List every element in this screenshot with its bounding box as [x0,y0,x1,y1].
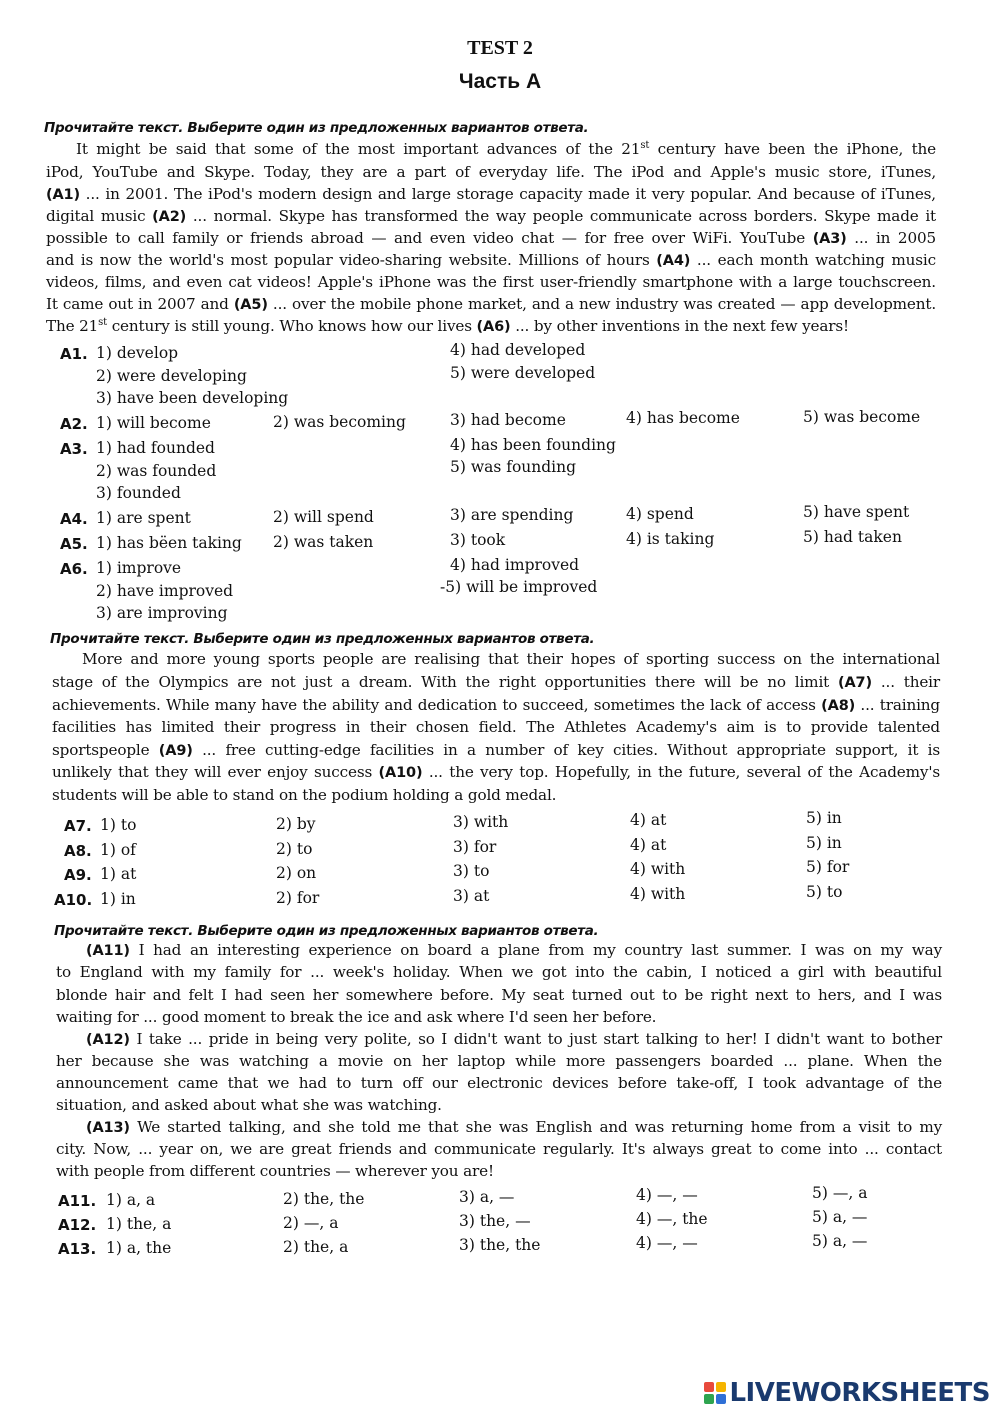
question-a7-label: A7. [64,817,92,835]
answer-option[interactable]: 4) had developed [450,341,586,359]
answer-option[interactable]: 1) improve [96,559,182,577]
answer-option[interactable]: 1) develop [96,344,179,362]
question-a9-label: A9. [64,866,92,884]
answer-option[interactable]: 4) is taking [626,530,715,548]
text3-line-3: blonde hair and felt I had seen her somewhere before. My seat turned out to be right next to hers, and I was [56,986,942,1004]
text3-line-11: with people from different countries — wherever you are! [56,1162,494,1180]
answer-option[interactable]: 1) has bëen taking [96,534,242,552]
answer-option[interactable]: 3) took [450,531,506,549]
gap-a10: (A10) [378,765,423,781]
answer-option[interactable]: 4) has been founding [450,436,616,454]
answer-option[interactable]: 4) with [630,860,686,878]
answer-option[interactable]: 1) are spent [96,509,191,527]
text1-line-6: and is now the world's most popular video-sharing website. Millions of hours (A4) ... each month watching music [46,251,936,269]
text3-line-7: announcement came that we had to turn off our electronic devices before take-off, I took advantage of the [56,1074,942,1092]
answer-option[interactable]: 3) are improving [96,604,228,622]
answer-option[interactable]: 3) the, the [459,1236,541,1254]
question-a8-label: A8. [64,842,92,860]
answer-option[interactable]: 2) have improved [96,582,234,600]
instruction-1: Прочитайте текст. Выберите один из предложенных вариантов ответа. [44,120,589,136]
answer-option[interactable]: 1) a, the [106,1239,172,1257]
text3-line-5: (A12) I take ... pride in being very polite, so I didn't want to just start talking to her! I didn't want to bother [86,1030,942,1048]
question-a4-label: A4. [60,510,88,528]
text1-line-2: iPod, YouTube and Skype. Today, they are a part of everyday life. The iPod and Apple's music store, iTunes, [46,163,936,181]
text1-line-5: possible to call family or friends abroad — and even video chat — for free over WiFi. YouTube (A3) ... in 2005 [46,229,936,247]
answer-option[interactable]: 3) a, — [459,1188,515,1206]
answer-option[interactable]: 4) spend [626,505,694,523]
answer-option[interactable]: 1) to [100,816,137,834]
answer-option[interactable]: 4) has become [626,409,740,427]
answer-option[interactable]: 5) for [806,858,850,876]
text3-line-2: to England with my family for ... week's holiday. When we got into the cabin, I noticed a girl with beautiful [56,963,942,981]
answer-option[interactable]: 3) had become [450,411,566,429]
question-a3-label: A3. [60,440,88,458]
answer-option[interactable]: 4) —, — [636,1186,698,1204]
answer-option[interactable]: 5) —, a [812,1184,868,1202]
answer-option[interactable]: 2) the, a [283,1238,349,1256]
answer-option[interactable]: 2) by [276,815,316,833]
answer-option[interactable]: 5) had taken [803,528,902,546]
text1-line-3: (A1) ... in 2001. The iPod's modern design and large storage capacity made it very popular. And because of iTunes, [46,185,936,203]
gap-a3: (A3) [812,231,847,247]
gap-a12: (A12) [86,1032,130,1048]
question-a6-label: A6. [60,560,88,578]
answer-option[interactable]: 5) in [806,834,842,852]
question-a1-label: A1. [60,345,88,363]
answer-option[interactable]: 3) to [453,862,490,880]
question-a5-label: A5. [60,535,88,553]
answer-option[interactable]: 4) at [630,836,667,854]
answer-option[interactable]: 2) the, the [283,1190,365,1208]
answer-option[interactable]: 4) with [630,885,686,903]
answer-option[interactable]: 4) —, the [636,1210,708,1228]
answer-option[interactable]: 5) to [806,883,843,901]
answer-option[interactable]: 4) had improved [450,556,580,574]
gap-a5: (A5) [233,297,268,313]
answer-option[interactable]: 3) have been developing [96,389,289,407]
answer-option[interactable]: 5) in [806,809,842,827]
answer-option[interactable]: 5) were developed [450,364,596,382]
text2-line-3: achievements. While many have the ability and dedication to succeed, sometimes the lack of access (A8) ... training [52,696,940,714]
answer-option[interactable]: 1) at [100,865,137,883]
logo-icon [704,1382,726,1404]
question-a13-label: A13. [58,1240,97,1258]
answer-option[interactable]: 1) had founded [96,439,215,457]
text2-line-5: sportspeople (A9) ... free cutting-edge facilities in a number of key cities. Without appropriate support, it is [52,741,940,759]
answer-option[interactable]: 1) in [100,890,136,908]
answer-option[interactable]: 5) was founding [450,458,577,476]
answer-option[interactable]: 2) to [276,840,313,858]
answer-option[interactable]: 1) the, a [106,1215,172,1233]
gap-a11: (A11) [86,943,130,959]
answer-option[interactable]: 1) a, a [106,1191,156,1209]
answer-option[interactable]: 2) were developing [96,367,247,385]
gap-a1: (A1) [46,187,80,203]
question-a11-label: A11. [58,1192,97,1210]
text1-line-4: digital music (A2) ... normal. Skype has transformed the way people communicate across borders. Skype made it [46,207,936,225]
answer-option[interactable]: 2) for [276,889,320,907]
text3-line-4: waiting for ... good moment to break the ice and ask where I'd seen her before. [56,1008,657,1026]
text2-line-7: students will be able to stand on the podium holding a gold medal. [52,786,557,804]
answer-option[interactable]: 3) the, — [459,1212,531,1230]
text3-line-8: situation, and asked about what she was watching. [56,1096,442,1114]
logo-text: LIVEWORKSHEETS [729,1378,990,1408]
question-a12-label: A12. [58,1216,97,1234]
gap-a7: (A7) [837,675,872,691]
answer-option[interactable]: 3) founded [96,484,181,502]
text2-line-4: facilities has limited their progress in their chosen field. The Athletes Academy's aim is to provide talented [52,718,940,736]
answer-option[interactable]: 1) of [100,841,136,859]
answer-option[interactable]: 2) on [276,864,317,882]
gap-a8: (A8) [821,698,856,714]
text1-line-1: It might be said that some of the most important advances of the 21st century have been the iPhone, the [76,140,937,159]
test-title: TEST 2 [467,37,533,59]
answer-option[interactable]: 5) a, — [812,1232,868,1250]
answer-option[interactable]: 3) for [453,838,497,856]
gap-a13: (A13) [86,1120,130,1136]
answer-option[interactable]: 5) a, — [812,1208,868,1226]
answer-option[interactable]: 4) at [630,811,667,829]
answer-option[interactable]: 3) with [453,813,509,831]
liveworksheets-logo [704,1378,990,1408]
instruction-3: Прочитайте текст. Выберите один из предложенных вариантов ответа. [54,923,599,939]
gap-a6: (A6) [476,319,511,336]
text1-line-8: It came out in 2007 and (A5) ... over the mobile phone market, and a new industry was created — app development. [46,295,937,313]
text3-line-9: (A13) We started talking, and she told me that she was English and was returning home from a visit to my [86,1118,942,1136]
answer-option[interactable]: 2) was founded [96,462,217,480]
answer-option[interactable]: 3) at [453,887,490,905]
answer-option[interactable]: 5) was become [803,408,921,426]
text3-line-10: city. Now, ... year on, we are great friends and communicate regularly. It's always great to come into ... contact [56,1140,942,1158]
answer-option[interactable]: 2) was taken [273,533,374,551]
text2-line-1: More and more young sports people are realising that their hopes of sporting success on the international [82,650,940,668]
instruction-2: Прочитайте текст. Выберите один из предложенных вариантов ответа. [50,631,595,647]
answer-option[interactable]: 5) have spent [803,503,910,521]
answer-option[interactable]: 3) are spending [450,506,574,524]
gap-a4: (A4) [656,253,691,269]
text2-line-6: unlikely that they will ever enjoy success (A10) ... the very top. Hopefully, in the future, several of the Academy's [52,763,940,781]
question-a2-label: A2. [60,415,88,433]
question-a10-label: A10. [54,891,93,909]
gap-a2: (A2) [152,209,187,225]
answer-option[interactable]: 2) will spend [273,508,374,526]
text1-line-7: videos, films, and even cat videos! Apple's iPhone was the first user-friendly smartphone with a large touchscreen. [46,273,936,291]
text1-line-9: The 21st century is still young. Who knows how our lives (A6) ... by other inventions in the next few years! [46,317,849,336]
text2-line-2: stage of the Olympics are not just a dream. With the right opportunities there will be no limit (A7) ... their [52,673,940,691]
text3-line-1: (A11) I had an interesting experience on board a plane from my country last summer. I was on my way [86,941,942,959]
answer-option[interactable]: 2) —, a [283,1214,339,1232]
answer-option[interactable]: -5) will be improved [440,578,598,596]
answer-option[interactable]: 2) was becoming [273,413,406,431]
answer-option[interactable]: 1) will become [96,414,211,432]
answer-option[interactable]: 4) —, — [636,1234,698,1252]
gap-a9: (A9) [158,743,193,759]
text3-line-6: her because she was watching a movie on her laptop while more passengers boarded ... plane. When the [56,1052,942,1070]
part-title: Часть А [458,70,542,93]
